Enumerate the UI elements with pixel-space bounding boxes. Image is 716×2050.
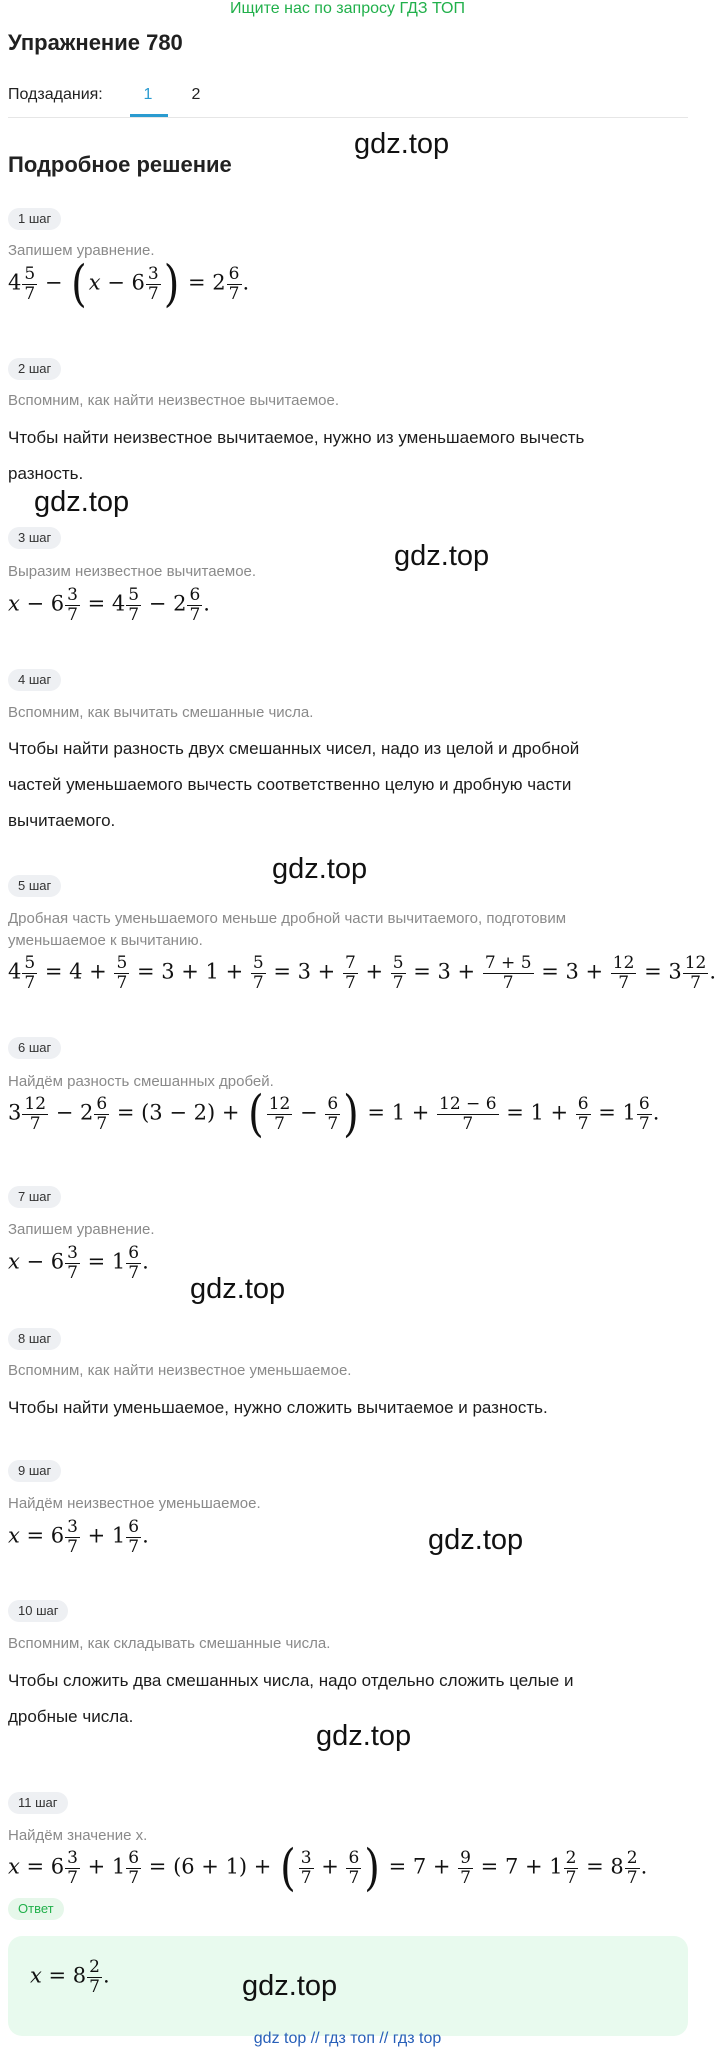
watermark: gdz.top	[190, 1273, 286, 1305]
equation: x − 6 $\frac{3}{7}$ = 4 $\frac{5}{7}$ − 2 $\frac{6}{7}$ .	[8, 585, 210, 625]
step-note: Дробная часть уменьшаемого меньше дробной части вычитаемого, подготовим	[8, 910, 567, 927]
step-note: уменьшаемое к вычитанию.	[8, 932, 203, 949]
watermark: gdz.top	[428, 1524, 524, 1556]
watermark: gdz.top	[354, 128, 450, 160]
equation: x − 6 $\frac{3}{7}$ = 1 $\frac{6}{7}$ .	[8, 1243, 149, 1283]
rule-text: дробные числа.	[8, 1707, 134, 1726]
watermark: gdz.top	[316, 1720, 412, 1752]
tab-subtask-2[interactable]: 2	[191, 86, 201, 103]
step-badge: 8 шаг	[8, 1328, 61, 1350]
step-badge: 11 шаг	[8, 1792, 68, 1814]
step-badge: 1 шаг	[8, 208, 61, 230]
watermark: gdz.top	[272, 853, 368, 885]
step-badge: 10 шаг	[8, 1600, 68, 1622]
rule-text: Чтобы найти уменьшаемое, нужно сложить вычитаемое и разность.	[8, 1398, 548, 1417]
rule-text: Чтобы найти неизвестное вычитаемое, нужно из уменьшаемого вычесть	[8, 428, 585, 447]
equation: 4 $\frac{5}{7}$ = 4 + $\frac{5}{7}$ = 3 + 1 + $\frac{5}{7}$ = 3 + $\frac{7}{7}$ + $\frac{5}{7}$ = 3 + $\frac{7 + 5}{7}$ = 3 + $\frac{12}{7}$ = 3 $\frac{12}{7}$ .	[8, 953, 716, 993]
exercise-title: Упражнение 780	[8, 30, 183, 55]
rule-text: вычитаемого.	[8, 811, 116, 830]
step-badge: 6 шаг	[8, 1037, 61, 1059]
watermark: gdz.top	[394, 540, 490, 572]
equation: x = 6 $\frac{3}{7}$ + 1 $\frac{6}{7}$ = (6 + 1) + ( $\frac{3}{7}$ + $\frac{6}{7}$ ) = 7 + $\frac{9}{7}$ = 7 + 1 $\frac{2}{7}$ = 8 $\frac{2}{7}$ .	[8, 1839, 648, 1897]
step-note: Найдём неизвестное уменьшаемое.	[8, 1495, 261, 1512]
step-badge: 2 шаг	[8, 358, 61, 380]
equation: 3 $\frac{12}{7}$ − 2 $\frac{6}{7}$ = (3 − 2) + ( $\frac{12}{7}$ − $\frac{6}{7}$ ) = 1 + $\frac{12 - 6}{7}$ = 1 + $\frac{6}{7}$ = 1 $\frac{6}{7}$ .	[8, 1085, 660, 1143]
step-badge: 7 шаг	[8, 1186, 61, 1208]
step-note: Найдём значение x.	[8, 1827, 148, 1844]
step-badge: 5 шаг	[8, 875, 61, 897]
answer-badge: Ответ	[8, 1898, 64, 1920]
section-title: Подробное решение	[8, 152, 232, 177]
rule-text: разность.	[8, 464, 84, 483]
step-note: Запишем уравнение.	[8, 242, 155, 259]
answer-equation: x = 8 $\frac{2}{7}$ .	[30, 1957, 110, 1997]
step-note: Вспомним, как найти неизвестное вычитаемое.	[8, 392, 340, 409]
subtasks-label: Подзадания:	[8, 86, 103, 103]
watermark: gdz.top	[242, 1970, 338, 2002]
answer-box	[8, 1936, 688, 2036]
equation: x = 6 $\frac{3}{7}$ + 1 $\frac{6}{7}$ .	[8, 1517, 149, 1557]
rule-text: Чтобы найти разность двух смешанных чисел, надо из целой и дробной	[8, 739, 580, 758]
step-note: Запишем уравнение.	[8, 1221, 155, 1238]
step-badge: 3 шаг	[8, 527, 61, 549]
top-banner: Ищите нас по запросу ГДЗ ТОП	[230, 0, 465, 17]
watermark: gdz.top	[34, 486, 130, 518]
tab-subtask-1[interactable]: 1	[143, 86, 153, 103]
equation: 4 $\frac{5}{7}$ − (x − 6 $\frac{3}{7}$ ) = 2 $\frac{6}{7}$ .	[8, 255, 250, 313]
step-note: Выразим неизвестное вычитаемое.	[8, 563, 257, 580]
rule-text: частей уменьшаемого вычесть соответственно целую и дробную части	[8, 775, 572, 794]
footer-links[interactable]: gdz top // гдз топ // гдз top	[253, 2030, 442, 2047]
step-note: Вспомним, как найти неизвестное уменьшаемое.	[8, 1362, 352, 1379]
step-note: Найдём разность смешанных дробей.	[8, 1073, 274, 1090]
divider	[8, 117, 688, 118]
step-note: Вспомним, как вычитать смешанные числа.	[8, 704, 314, 721]
step-badge: 4 шаг	[8, 669, 61, 691]
rule-text: Чтобы сложить два смешанных числа, надо отдельно сложить целые и	[8, 1671, 574, 1690]
step-note: Вспомним, как складывать смешанные числа.	[8, 1635, 331, 1652]
step-badge: 9 шаг	[8, 1460, 61, 1482]
